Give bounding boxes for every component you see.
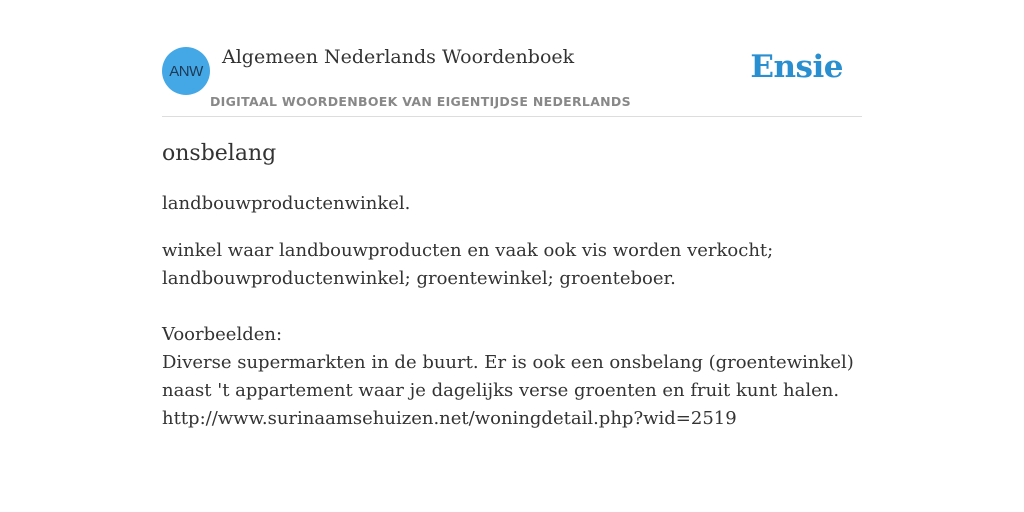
anw-logo[interactable] (162, 47, 210, 95)
entry-definition: winkel waar landbouwproducten en vaak ook vis worden verkocht; landbouwproductenwinkel; groentewinkel; groenteboer. (162, 240, 774, 289)
example-source-link[interactable]: http://www.surinaamsehuizen.net/woningdetail.php?wid=2519 (162, 408, 737, 429)
site-header (162, 40, 862, 117)
entry-short-definition: landbouwproductenwinkel. (162, 193, 411, 214)
example-text: Diverse supermarkten in de buurt. Er is ook een onsbelang (groentewinkel) naast 't appartement waar je dagelijks verse groenten en fruit kunt halen. (162, 352, 854, 401)
entry-content (162, 140, 862, 433)
site-title[interactable]: Algemeen Nederlands Woordenboek (222, 46, 575, 68)
site-subtitle: DIGITAAL WOORDENBOEK VAN EIGENTIJDSE NEDERLANDS (210, 94, 631, 109)
examples-label: Voorbeelden: (162, 324, 283, 345)
ensie-brand-logo[interactable]: Ensie (750, 49, 843, 85)
anw-logo-text: ANW (169, 62, 203, 80)
entry-headword: onsbelang (162, 141, 277, 166)
